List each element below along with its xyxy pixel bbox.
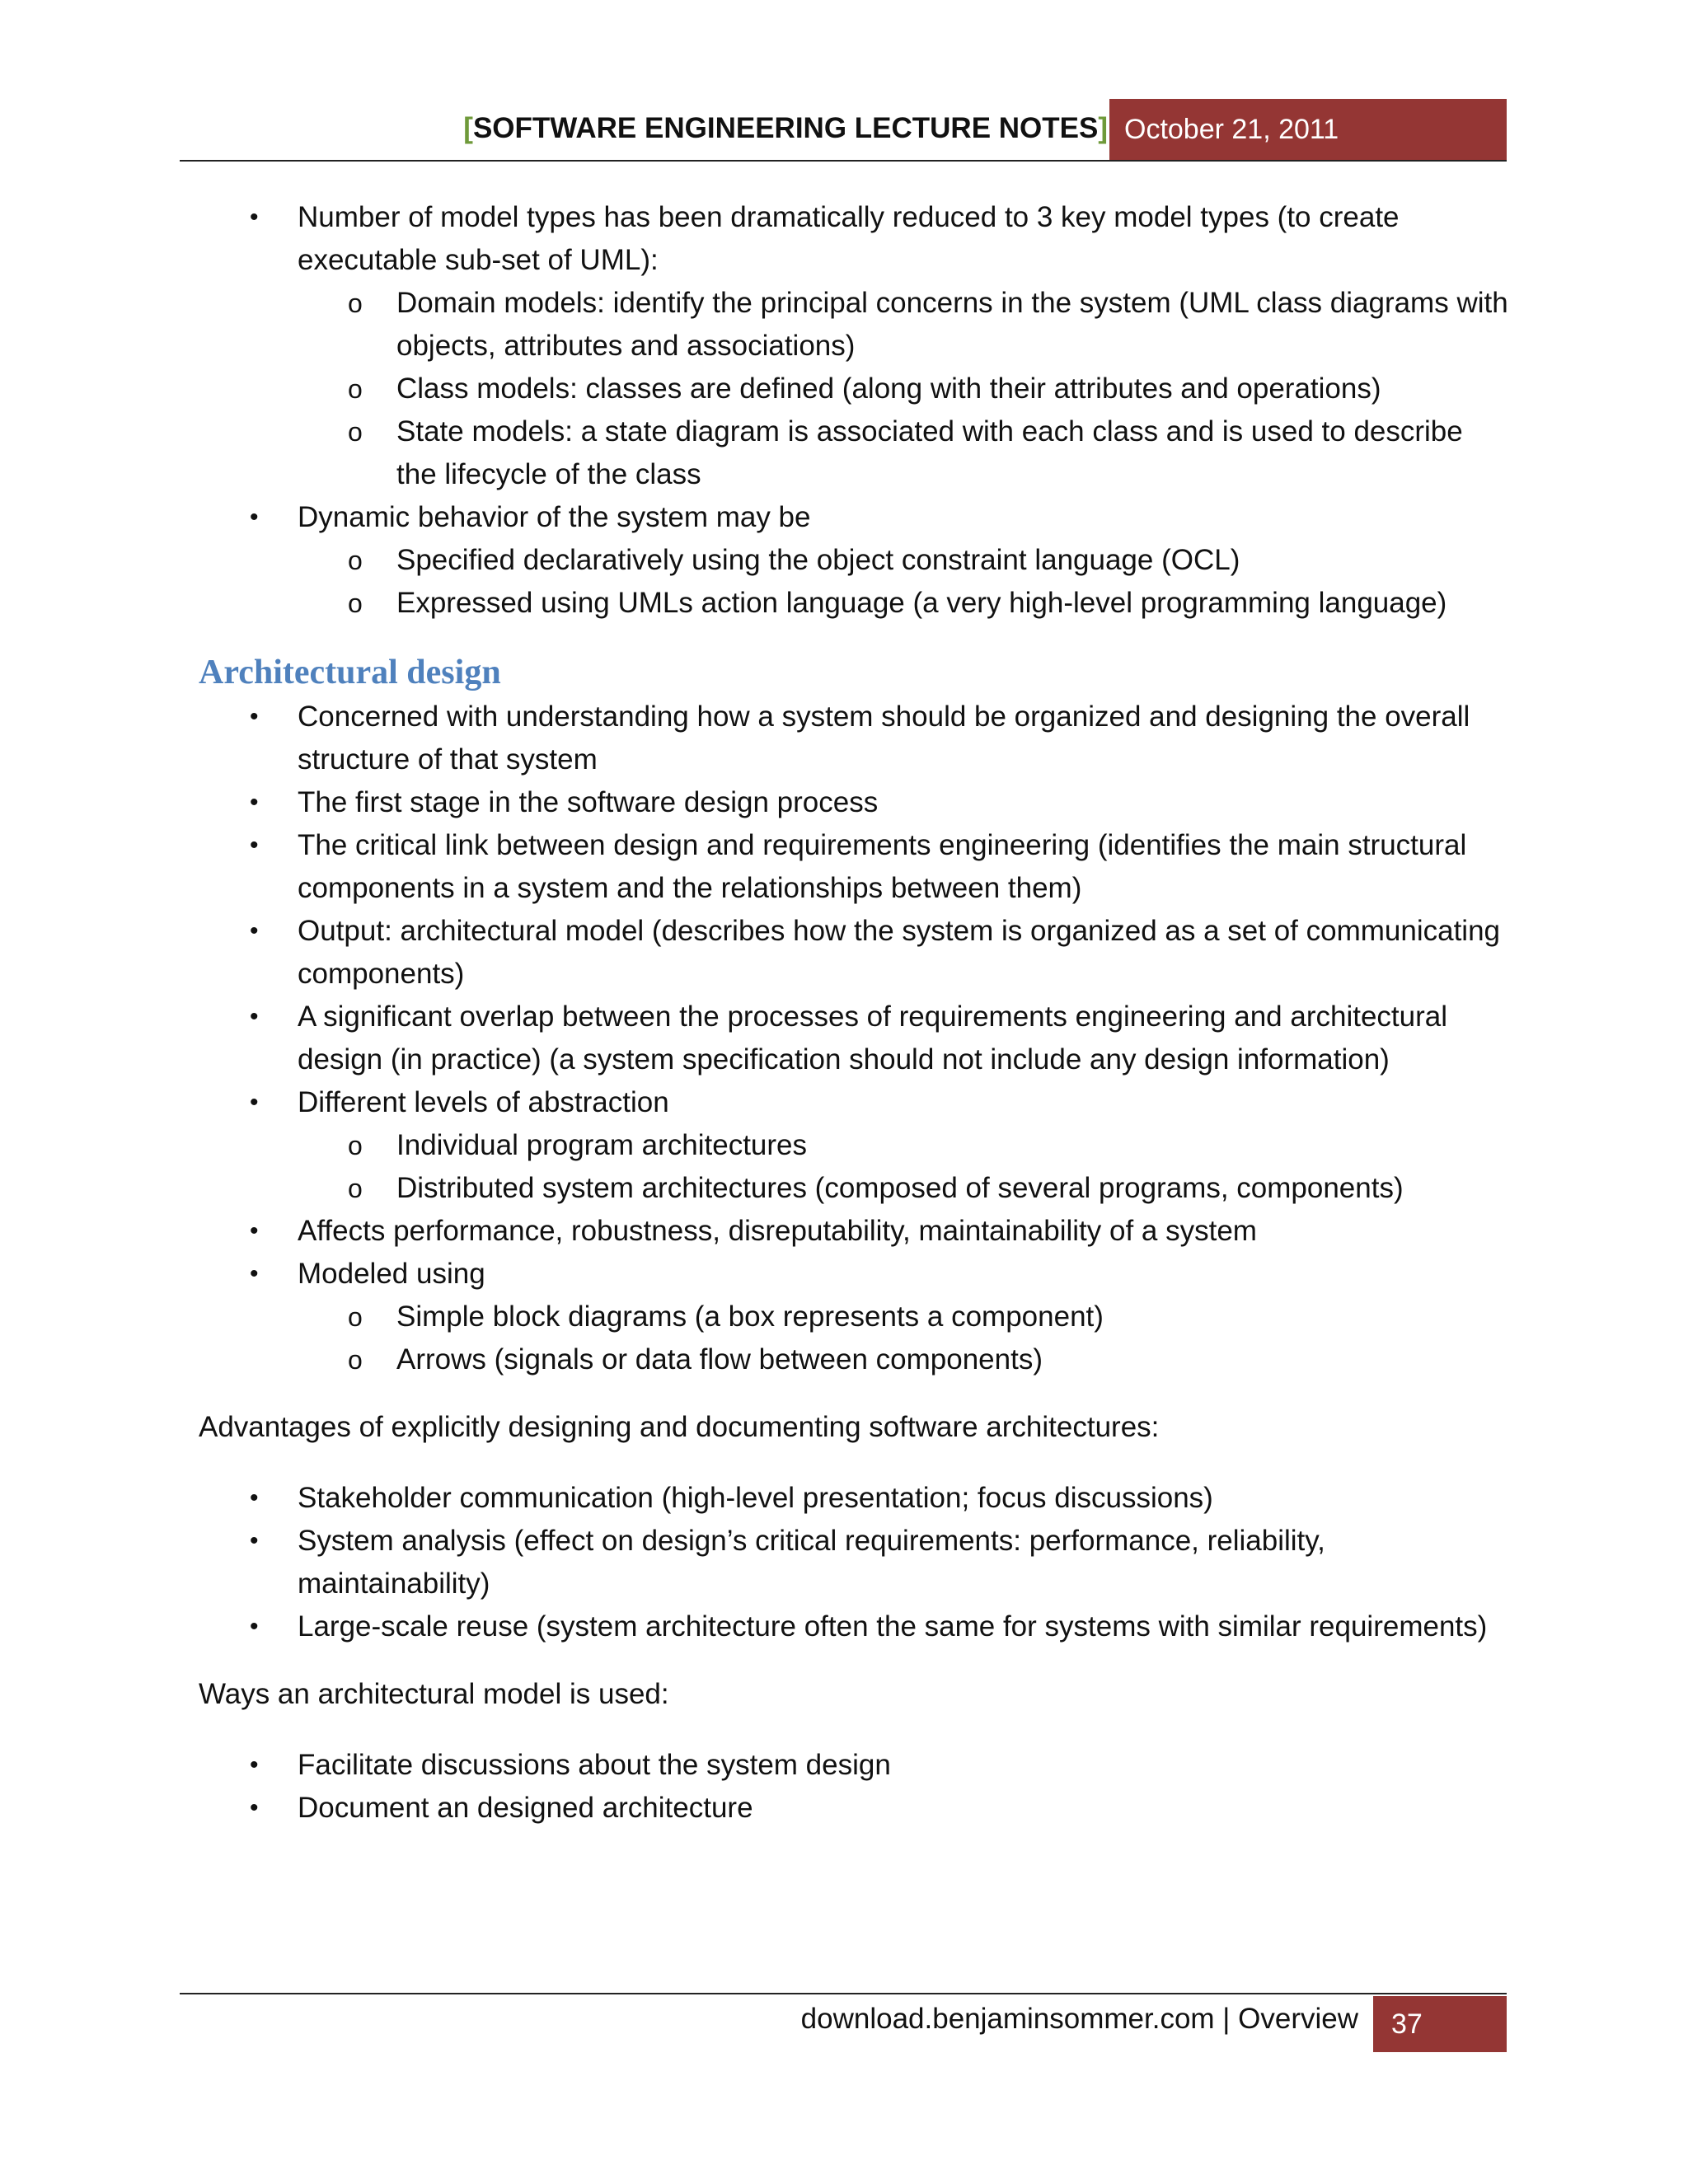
list-item-text: The first stage in the software design process xyxy=(298,786,879,818)
list-item-text: Output: architectural model (describes how the system is organized as a set of communicating components) xyxy=(298,915,1501,990)
ways-intro: Ways an architectural model is used: xyxy=(199,1678,669,1710)
sub-list-item-text: Expressed using UMLs action language (a very high-level programming language) xyxy=(396,587,1447,619)
header-bracket-open: [ xyxy=(463,112,473,144)
sub-bullet-icon: o xyxy=(348,288,363,318)
list-item-text: Affects performance, robustness, disreputability, maintainability of a system xyxy=(298,1215,1257,1247)
list-item xyxy=(199,1605,1509,1648)
list-item xyxy=(199,1477,1509,1520)
header-date: October 21, 2011 xyxy=(1109,99,1507,160)
list-item xyxy=(199,781,1509,824)
bullet-icon: • xyxy=(250,1089,259,1116)
sub-list-item xyxy=(199,1296,1509,1338)
sub-bullet-icon: o xyxy=(348,1174,363,1203)
model-types-list xyxy=(199,196,1509,625)
list-item xyxy=(199,1520,1509,1605)
list-item-text: System analysis (effect on design’s critical requirements: performance, reliability, maintainability) xyxy=(298,1525,1325,1600)
list-item-text: Large-scale reuse (system architecture often the same for systems with similar requirements) xyxy=(298,1610,1488,1643)
sub-list xyxy=(298,1296,1509,1381)
list-item-text: Concerned with understanding how a system should be organized and designing the overall structure of that system xyxy=(298,701,1470,776)
footer-text: download.benjaminsommer.com | Overview xyxy=(800,2003,1358,2035)
list-item xyxy=(199,196,1509,496)
bullet-icon: • xyxy=(250,1527,259,1554)
sub-list-item-text: Domain models: identify the principal concerns in the system (UML class diagrams with objects, attributes and associations) xyxy=(396,287,1508,362)
sub-list-item xyxy=(199,539,1509,582)
list-item-text: Modeled using xyxy=(298,1258,485,1290)
sub-list xyxy=(298,282,1509,496)
bullet-icon: • xyxy=(250,204,259,231)
header-title xyxy=(463,112,1108,145)
bullet-icon: • xyxy=(250,1751,259,1779)
sub-bullet-icon: o xyxy=(348,1302,363,1332)
bullet-icon: • xyxy=(250,1217,259,1244)
list-item xyxy=(199,1081,1509,1210)
sub-list-item xyxy=(199,410,1509,496)
sub-list-item-text: Distributed system architectures (composed of several programs, components) xyxy=(396,1172,1404,1204)
sub-list-item xyxy=(199,368,1509,410)
sub-list-item xyxy=(199,1124,1509,1167)
page-footer xyxy=(180,1993,1507,2054)
list-item xyxy=(199,910,1509,996)
sub-bullet-icon: o xyxy=(348,417,363,447)
section-heading: Architectural design xyxy=(199,654,501,691)
bullet-icon: • xyxy=(250,1613,259,1640)
list-item xyxy=(199,496,1509,625)
list-item-text: Dynamic behavior of the system may be xyxy=(298,501,811,533)
sub-list-item-text: Simple block diagrams (a box represents a component) xyxy=(396,1301,1104,1333)
list-item xyxy=(199,1787,1509,1830)
list-item-text: The critical link between design and requirements engineering (identifies the main structural components in a system and the relationships between them) xyxy=(298,829,1467,904)
sub-list-item xyxy=(199,1167,1509,1210)
sub-list-item-text: Individual program architectures xyxy=(396,1129,808,1161)
list-item-text: A significant overlap between the processes of requirements engineering and architectural design (in practice) (a system specification should not include any design information) xyxy=(298,1001,1447,1076)
list-item-text: Document an designed architecture xyxy=(298,1792,753,1824)
list-item-text: Different levels of abstraction xyxy=(298,1086,669,1118)
sub-list-item xyxy=(199,282,1509,368)
sub-bullet-icon: o xyxy=(348,374,363,404)
list-item xyxy=(199,1744,1509,1787)
page-number: 37 xyxy=(1373,1996,1507,2052)
sub-bullet-icon: o xyxy=(348,1131,363,1160)
list-item-text: Number of model types has been dramatically reduced to 3 key model types (to create executable sub-set of UML): xyxy=(298,201,1400,276)
header-title-text: SOFTWARE ENGINEERING LECTURE NOTES xyxy=(472,112,1099,144)
sub-list-item xyxy=(199,1338,1509,1381)
sub-bullet-icon: o xyxy=(348,588,363,618)
sub-bullet-icon: o xyxy=(348,546,363,575)
header-bracket-close: ] xyxy=(1098,112,1108,144)
bullet-icon: • xyxy=(250,1484,259,1511)
bullet-icon: • xyxy=(250,1794,259,1821)
sub-list xyxy=(298,1124,1509,1210)
list-item-text: Facilitate discussions about the system design xyxy=(298,1749,891,1781)
advantages-intro: Advantages of explicitly designing and documenting software architectures: xyxy=(199,1411,1160,1443)
bullet-icon: • xyxy=(250,917,259,944)
list-item xyxy=(199,996,1509,1081)
list-item xyxy=(199,696,1509,781)
sub-bullet-icon: o xyxy=(348,1345,363,1375)
list-item-text: Stakeholder communication (high-level presentation; focus discussions) xyxy=(298,1482,1213,1514)
bullet-icon: • xyxy=(250,832,259,859)
sub-list-item xyxy=(199,582,1509,625)
sub-list-item-text: Class models: classes are defined (along with their attributes and operations) xyxy=(396,373,1381,405)
architectural-design-list xyxy=(199,696,1509,1381)
list-item xyxy=(199,824,1509,910)
sub-list-item-text: Arrows (signals or data flow between components) xyxy=(396,1343,1043,1376)
bullet-icon: • xyxy=(250,1003,259,1030)
list-item xyxy=(199,1210,1509,1253)
bullet-icon: • xyxy=(250,504,259,531)
sub-list xyxy=(298,539,1509,625)
ways-list xyxy=(199,1744,1509,1830)
bullet-icon: • xyxy=(250,1260,259,1287)
bullet-icon: • xyxy=(250,789,259,816)
bullet-icon: • xyxy=(250,703,259,730)
sub-list-item-text: Specified declaratively using the object constraint language (OCL) xyxy=(396,544,1240,576)
sub-list-item-text: State models: a state diagram is associated with each class and is used to describe the lifecycle of the class xyxy=(396,415,1463,490)
page-header xyxy=(180,99,1507,162)
advantages-list xyxy=(199,1477,1509,1648)
list-item xyxy=(199,1253,1509,1381)
page-content xyxy=(199,196,1509,1830)
